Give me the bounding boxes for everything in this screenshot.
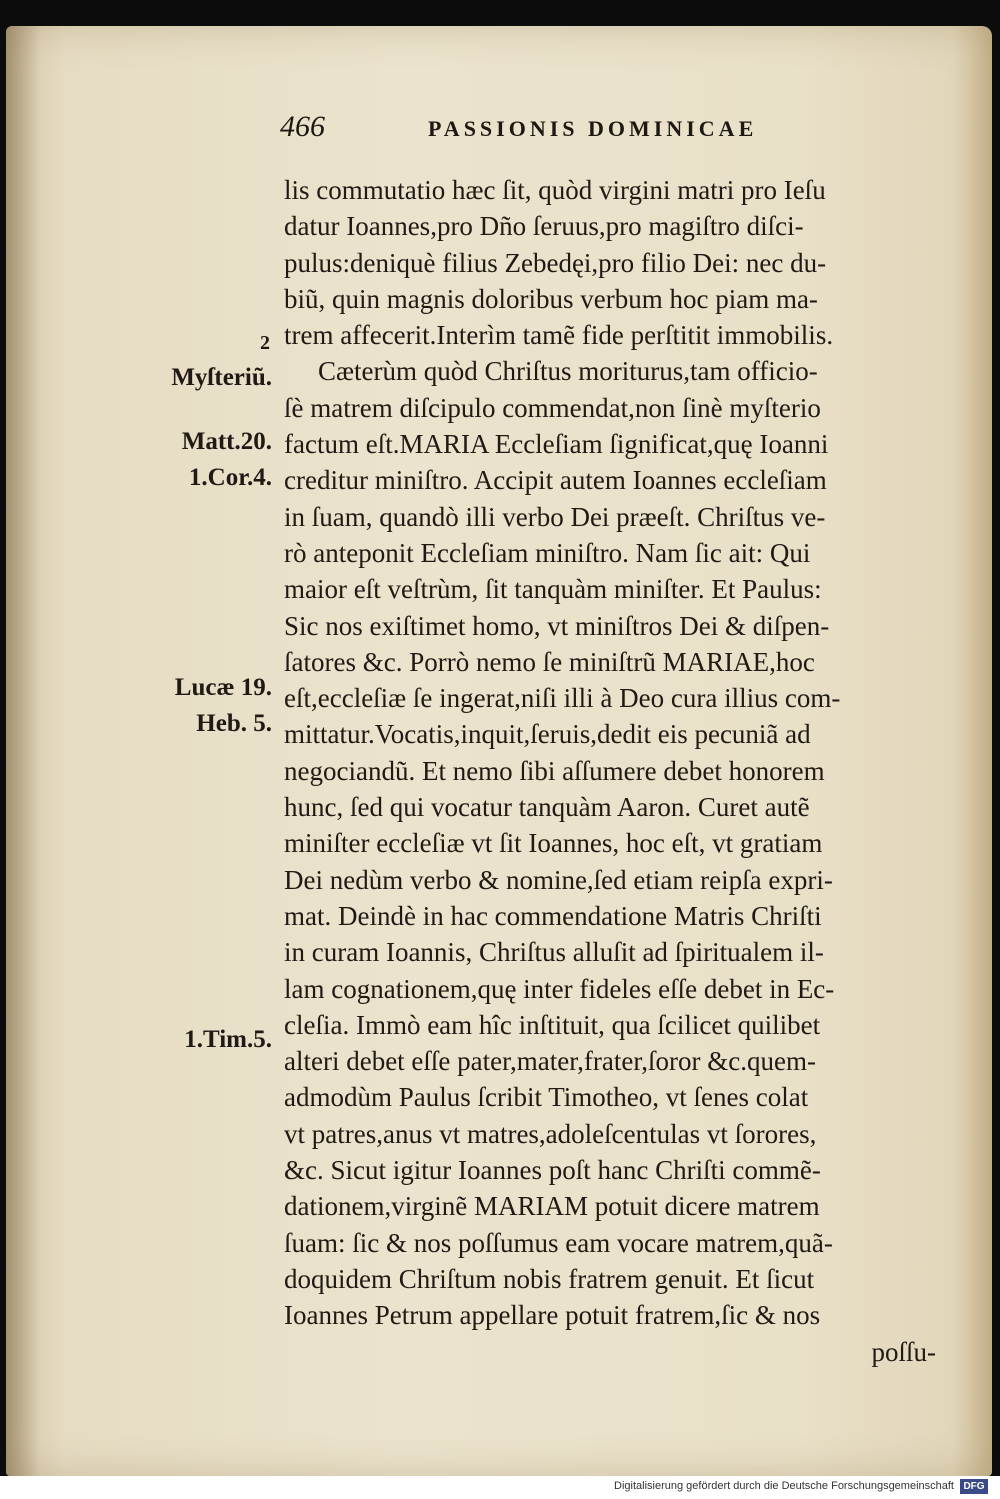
text-line: ſè matrem diſcipulo commendat,non ſinè myſterio xyxy=(284,392,821,423)
text-line: Dei nedùm verbo & nomine,ſed etiam reipſa expri- xyxy=(284,864,833,895)
text-line: cleſia. Immò eam hîc inſtituit, qua ſcilicet quilibet xyxy=(284,1009,821,1040)
spine-shadow xyxy=(6,26,40,1476)
margin-notes xyxy=(106,26,272,1476)
text-line: lis commutatio hæc ſit, quòd virgini matri pro Ieſu xyxy=(284,175,826,205)
text-line: datur Ioannes,pro Dño ſeruus,pro magiſtro diſci- xyxy=(284,211,804,242)
text-line: Cæterùm quòd Chriſtus moriturus,tam officio- xyxy=(318,356,818,387)
margin-note-tim: 1.Tim.5. xyxy=(184,1026,272,1053)
text-line: in curam Ioannis, Chriſtus alluſit ad ſpiritualem il- xyxy=(284,937,824,968)
text-line: trem affecerit.Interìm tamẽ fide perſtitit immobilis. xyxy=(284,320,834,351)
margin-note-lucae: Lucæ 19. xyxy=(174,674,272,701)
text-line: lam cognationem,quę inter fideles eſſe debet in Ec- xyxy=(284,973,835,1004)
text-line: vt patres,anus vt matres,adoleſcentulas vt ſorores, xyxy=(284,1118,817,1149)
margin-note-heb: Heb. 5. xyxy=(196,710,272,737)
text-line: admodùm Paulus ſcribit Timotheo, vt ſenes colat xyxy=(284,1082,809,1113)
text-line: dationem,virginẽ MARIAM potuit dicere matrem xyxy=(284,1191,820,1222)
text-line: alteri debet eſſe pater,mater,frater,ſoror &c.quem- xyxy=(284,1046,816,1077)
text-line: hunc, ſed qui vocatur tanquàm Aaron. Curet autẽ xyxy=(284,792,810,823)
margin-note-matt: Matt.20. xyxy=(181,428,272,455)
page-number: 466 xyxy=(280,110,325,143)
text-line: negociandũ. Et nemo ſibi aſſumere debet honorem xyxy=(284,755,825,786)
text-line: maior eſt veſtrùm, ſit tanquàm miniſter. Et Paulus: xyxy=(284,574,822,605)
text-line: biũ, quin magnis doloribus verbum hoc piam ma- xyxy=(284,283,818,314)
text-line: miniſter eccleſiæ vt ſit Ioannes, hoc eſt, vt gratiam xyxy=(284,828,823,859)
text-line: pulus:deniquè filius Zebedęi,pro filio Dei: nec du- xyxy=(284,247,827,278)
text-line: eſt,eccleſiæ ſe ingerat,niſi illi à Deo cura illius com- xyxy=(284,683,841,714)
running-title: PASSIONIS DOMINICAE xyxy=(428,116,758,141)
text-line: Sic nos exiſtimet homo, vt miniſtros Dei & diſpen- xyxy=(284,610,830,641)
running-header xyxy=(280,110,840,150)
margin-note-cor: 1.Cor.4. xyxy=(188,464,272,491)
catchword: poſſu- xyxy=(871,1336,936,1367)
text-line: in ſuam, quandò illi verbo Dei præeſt. Chriſtus ve- xyxy=(284,501,826,532)
margin-note-mysterium: Myſteriũ. xyxy=(171,364,272,391)
footer-bar xyxy=(0,1476,1000,1499)
text-line: &c. Sicut igitur Ioannes poſt hanc Chriſti commẽ- xyxy=(284,1155,821,1186)
text-line: ſatores &c. Porrò nemo ſe miniſtrũ MARIAE,hoc xyxy=(284,646,815,677)
text-line: factum eſt.MARIA Eccleſiam ſignificat,quę Ioanni xyxy=(284,429,829,460)
text-line: rò anteponit Eccleſiam miniſtro. Nam ſic ait: Qui xyxy=(284,537,811,568)
text-line: ſuam: ſic & nos poſſumus eam vocare matrem,quã- xyxy=(284,1227,833,1258)
funding-credit: Digitalisierung gefördert durch die Deutsche Forschungsgemeinschaft xyxy=(614,1480,954,1492)
body-text xyxy=(284,172,944,1370)
book-page xyxy=(6,26,992,1476)
text-line: mittatur.Vocatis,inquit,ſeruis,dedit eis pecuniã ad xyxy=(284,719,811,750)
text-line: creditur miniſtro. Accipit autem Ioannes eccleſiam xyxy=(284,465,827,496)
text-line: Ioannes Petrum appellare potuit fratrem,ſic & nos xyxy=(284,1300,821,1331)
text-line: doquidem Chriſtum nobis fratrem genuit. Et ſicut xyxy=(284,1263,815,1294)
text-line: mat. Deindè in hac commendatione Matris Chriſti xyxy=(284,900,822,931)
dfg-logo-icon: DFG xyxy=(960,1479,988,1494)
section-number: 2 xyxy=(260,332,270,354)
